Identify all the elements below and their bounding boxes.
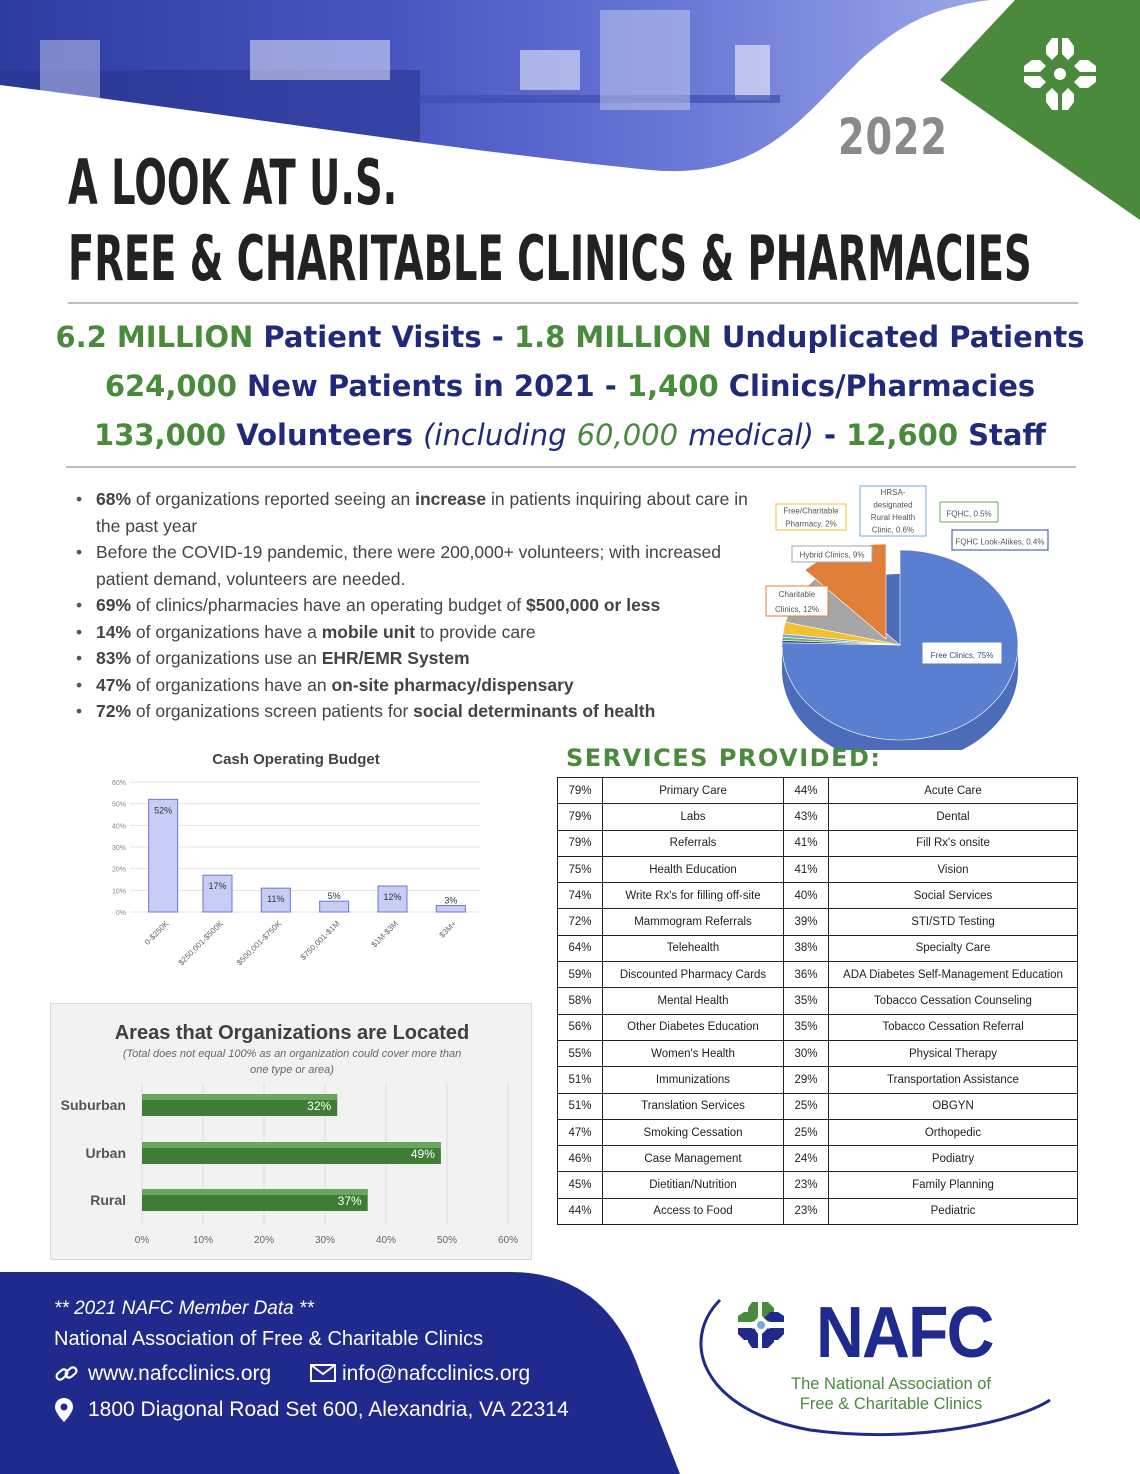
budget-category-label: $3M+ xyxy=(437,919,459,940)
service-row xyxy=(558,962,1078,988)
service-percent: 41% xyxy=(784,830,829,856)
budget-bar-value: 52% xyxy=(154,805,173,816)
services-table xyxy=(557,777,1078,1225)
area-bar-highlight xyxy=(142,1142,441,1148)
stat-clinics-number: 1,400 xyxy=(626,369,719,403)
area-category-label: Rural xyxy=(90,1192,126,1208)
budget-bar-value: 17% xyxy=(208,881,227,892)
service-name: Dental xyxy=(829,804,1078,830)
bar-ytick: 20% xyxy=(111,866,126,874)
key-fact-bold1: 83% xyxy=(96,648,132,668)
envelope-icon xyxy=(310,1364,336,1382)
service-row xyxy=(558,778,1078,804)
service-name: Labs xyxy=(603,804,784,830)
service-percent: 59% xyxy=(558,962,603,988)
nafc-tagline-1: The National Association of xyxy=(791,1375,991,1393)
service-percent: 25% xyxy=(784,1119,829,1145)
service-name: ADA Diabetes Self-Management Education xyxy=(829,962,1078,988)
service-name: Primary Care xyxy=(603,778,784,804)
key-fact-mid: of organizations have an xyxy=(131,674,332,695)
nafc-wordmark: NAFC xyxy=(816,1293,993,1373)
title-line-2: FREE & CHARITABLE CLINICS & PHARMACIES xyxy=(68,222,1032,295)
service-percent: 39% xyxy=(784,909,829,935)
budget-category-label: 0-$250K xyxy=(142,919,171,947)
stat-paren-close: medical) xyxy=(688,418,814,452)
service-row xyxy=(558,830,1078,856)
service-row xyxy=(558,1198,1078,1224)
bar-ytick: 40% xyxy=(111,823,126,831)
key-fact-item xyxy=(74,539,754,592)
bar-ytick: 0% xyxy=(115,910,126,917)
service-name: Mammogram Referrals xyxy=(603,909,784,935)
stat-line-1 xyxy=(0,320,1140,354)
service-row xyxy=(558,1172,1078,1198)
service-row xyxy=(558,1093,1078,1119)
service-name: Podiatry xyxy=(829,1146,1078,1172)
bar-ytick: 30% xyxy=(111,845,126,852)
divider-mid xyxy=(66,466,1076,468)
service-name: Translation Services xyxy=(603,1093,784,1119)
key-fact-bold2: EHR/EMR System xyxy=(321,648,470,668)
stat-volunteers-number: 133,000 xyxy=(94,418,227,452)
service-percent: 64% xyxy=(558,935,603,961)
service-name: Pediatric xyxy=(829,1198,1078,1224)
service-percent: 74% xyxy=(558,883,603,909)
service-name: Referrals xyxy=(603,830,784,856)
areas-xtick: 20% xyxy=(253,1235,275,1246)
service-name: Social Services xyxy=(829,883,1078,909)
key-fact-item xyxy=(74,619,754,646)
stat-paren-open: (including xyxy=(423,418,567,452)
area-bar-value: 49% xyxy=(410,1147,435,1161)
service-percent: 30% xyxy=(784,1040,829,1066)
service-name: Access to Food xyxy=(603,1198,784,1224)
service-name: Transportation Assistance xyxy=(829,1067,1078,1093)
service-percent: 43% xyxy=(784,804,829,830)
area-bar-value: 32% xyxy=(307,1099,332,1113)
key-fact-item xyxy=(74,592,754,619)
service-name: Family Planning xyxy=(829,1172,1078,1198)
stat-separator: - xyxy=(491,320,504,354)
bar-ytick: 50% xyxy=(111,801,126,809)
service-percent: 36% xyxy=(784,962,829,988)
service-name: Vision xyxy=(829,856,1078,882)
pie-label: Free/Charitable Pharmacy, 2% xyxy=(783,506,839,529)
service-name: Mental Health xyxy=(603,988,784,1014)
service-name: Women's Health xyxy=(603,1040,784,1066)
bar-ytick: 60% xyxy=(111,780,126,787)
key-fact-post: to provide care xyxy=(415,621,536,642)
service-name: Tobacco Cessation Referral xyxy=(829,1014,1078,1040)
location-pin-icon xyxy=(54,1397,74,1423)
key-fact-mid: of organizations use an xyxy=(131,648,322,668)
budget-category-label: $250,001-$500K xyxy=(176,919,225,968)
service-name: STI/STD Testing xyxy=(829,909,1078,935)
nafc-star-icon xyxy=(1022,36,1098,112)
budget-bar xyxy=(436,906,465,913)
stat-new-patients-label: New Patients in 2021 xyxy=(247,369,595,403)
services-title: SERVICES PROVIDED: xyxy=(566,744,882,772)
service-row xyxy=(558,1014,1078,1040)
areas-xtick: 50% xyxy=(436,1235,458,1246)
stat-unduplicated-label: Unduplicated Patients xyxy=(721,320,1085,354)
stat-patient-visits-label: Patient Visits xyxy=(263,320,482,354)
service-name: Specialty Care xyxy=(829,935,1078,961)
service-percent: 51% xyxy=(558,1093,603,1119)
key-fact-pre: Before the COVID-19 pandemic, there were 200,000+ volunteers; with increased patient demand, volunteers are needed. xyxy=(96,542,722,589)
service-percent: 58% xyxy=(558,988,603,1014)
key-fact-bold2: social determinants of health xyxy=(413,701,656,721)
service-name: Fill Rx's onsite xyxy=(829,830,1078,856)
stat-line-2 xyxy=(0,369,1140,403)
service-row xyxy=(558,1067,1078,1093)
budget-bar xyxy=(320,901,349,912)
service-percent: 35% xyxy=(784,988,829,1014)
stat-line-3 xyxy=(0,418,1140,452)
service-name: Orthopedic xyxy=(829,1119,1078,1145)
key-fact-bold2: on-site pharmacy/dispensary xyxy=(331,674,574,695)
service-percent: 35% xyxy=(784,1014,829,1040)
service-name: Acute Care xyxy=(829,778,1078,804)
service-percent: 41% xyxy=(784,856,829,882)
service-percent: 46% xyxy=(558,1146,603,1172)
service-name: Telehealth xyxy=(603,935,784,961)
pie-label: FQHC, 0.5% xyxy=(946,509,992,519)
service-percent: 79% xyxy=(558,830,603,856)
service-row xyxy=(558,935,1078,961)
service-percent: 45% xyxy=(558,1172,603,1198)
key-fact-bold2: mobile unit xyxy=(321,621,416,642)
pie-label: Charitable Clinics, 12% xyxy=(774,589,820,614)
budget-bar-value: 11% xyxy=(267,894,285,905)
service-percent: 79% xyxy=(558,778,603,804)
service-name: Case Management xyxy=(603,1146,784,1172)
stat-staff-number: 12,600 xyxy=(846,418,959,452)
pie-label: Hybrid Clinics, 9% xyxy=(799,550,865,560)
key-fact-bold2: increase xyxy=(415,489,487,509)
area-bar-value: 37% xyxy=(337,1194,362,1208)
service-percent: 51% xyxy=(558,1067,603,1093)
footer-website-link[interactable]: www.nafcclinics.org xyxy=(88,1362,272,1385)
service-percent: 47% xyxy=(558,1119,603,1145)
stat-volunteers-label: Volunteers xyxy=(236,418,413,452)
service-name: Discounted Pharmacy Cards xyxy=(603,962,784,988)
key-fact-bold1: 69% xyxy=(96,595,132,615)
clinic-type-pie-chart xyxy=(760,480,1060,750)
service-percent: 40% xyxy=(784,883,829,909)
budget-bar xyxy=(149,799,178,912)
service-row xyxy=(558,1119,1078,1145)
budget-category-label: $750,001-$1M xyxy=(298,919,342,962)
service-percent: 29% xyxy=(784,1067,829,1093)
key-fact-item xyxy=(74,486,754,539)
key-facts-list xyxy=(74,486,754,725)
stat-patient-visits-number: 6.2 MILLION xyxy=(55,320,254,354)
service-row xyxy=(558,909,1078,935)
key-fact-bold1: 72% xyxy=(96,701,132,721)
service-percent: 55% xyxy=(558,1040,603,1066)
service-name: Write Rx's for filling off-site xyxy=(603,883,784,909)
budget-bar-value: 3% xyxy=(444,895,458,906)
stat-clinics-label: Clinics/Pharmacies xyxy=(728,369,1036,403)
service-row xyxy=(558,988,1078,1014)
link-icon xyxy=(54,1362,80,1386)
area-category-label: Urban xyxy=(85,1145,126,1161)
areas-xtick: 0% xyxy=(134,1235,150,1246)
stat-medical-number: 60,000 xyxy=(576,418,679,452)
key-fact-mid: of clinics/pharmacies have an operating budget of xyxy=(131,595,526,615)
service-name: Tobacco Cessation Counseling xyxy=(829,988,1078,1014)
key-fact-item xyxy=(74,698,754,725)
service-percent: 72% xyxy=(558,909,603,935)
service-percent: 24% xyxy=(784,1146,829,1172)
service-percent: 56% xyxy=(558,1014,603,1040)
key-fact-mid: of organizations have a xyxy=(131,621,322,642)
service-percent: 23% xyxy=(784,1198,829,1224)
budget-category-label: $1M-$3M xyxy=(369,919,400,950)
areas-chart-title: Areas that Organizations are Located xyxy=(114,1022,470,1044)
key-fact-mid: of organizations screen patients for xyxy=(131,701,414,721)
key-fact-post: in patients inquiring about care in the past year xyxy=(96,489,748,536)
areas-xtick: 40% xyxy=(375,1235,397,1246)
report-year: 2022 xyxy=(838,108,948,166)
service-row xyxy=(558,1146,1078,1172)
nafc-tagline-2: Free & Charitable Clinics xyxy=(799,1395,983,1413)
service-percent: 38% xyxy=(784,935,829,961)
service-percent: 75% xyxy=(558,856,603,882)
key-fact-mid: of organizations reported seeing an xyxy=(131,489,416,509)
footer-email-link[interactable]: info@nafcclinics.org xyxy=(342,1362,531,1385)
budget-category-label: $500,001-$750K xyxy=(235,919,284,968)
service-percent: 23% xyxy=(784,1172,829,1198)
service-name: Immunizations xyxy=(603,1067,784,1093)
key-fact-item xyxy=(74,672,754,699)
title-line-1: A LOOK AT U.S. xyxy=(68,146,398,219)
stat-separator: - xyxy=(604,369,617,403)
key-fact-bold1: 68% xyxy=(96,489,132,509)
service-percent: 25% xyxy=(784,1093,829,1119)
service-percent: 44% xyxy=(558,1198,603,1224)
key-fact-bold1: 14% xyxy=(96,621,132,642)
service-row xyxy=(558,856,1078,882)
service-name: Health Education xyxy=(603,856,784,882)
area-category-label: Suburban xyxy=(60,1097,126,1113)
footer-org-name: National Association of Free & Charitable Clinics xyxy=(54,1328,484,1350)
budget-bar-value: 12% xyxy=(383,892,402,902)
service-name: Other Diabetes Education xyxy=(603,1014,784,1040)
budget-bar-value: 5% xyxy=(327,891,341,902)
footer-data-note: ** 2021 NAFC Member Data ** xyxy=(54,1298,314,1319)
service-name: Smoking Cessation xyxy=(603,1119,784,1145)
areas-chart-subtitle: (Total does not equal 100% as an organization could cover more than one type or area) xyxy=(122,1048,462,1076)
service-percent: 44% xyxy=(784,778,829,804)
pie-label: HRSA-designated Rural Health Clinic, 0.6% xyxy=(870,488,916,535)
stat-separator: - xyxy=(823,418,837,452)
key-fact-bold1: 47% xyxy=(96,674,132,695)
areas-xtick: 30% xyxy=(314,1235,336,1246)
stat-staff-label: Staff xyxy=(968,418,1046,452)
service-name: OBGYN xyxy=(829,1093,1078,1119)
key-fact-bold2: $500,000 or less xyxy=(526,595,661,615)
service-row xyxy=(558,883,1078,909)
stat-new-patients-number: 624,000 xyxy=(104,369,237,403)
service-percent: 79% xyxy=(558,804,603,830)
divider-top xyxy=(68,302,1078,304)
pie-label: Free Clinics, 75% xyxy=(930,650,994,660)
service-row xyxy=(558,804,1078,830)
area-bar-highlight xyxy=(142,1189,368,1195)
stat-unduplicated-number: 1.8 MILLION xyxy=(513,320,712,354)
service-name: Physical Therapy xyxy=(829,1040,1078,1066)
key-fact-item xyxy=(74,645,754,672)
service-row xyxy=(558,1040,1078,1066)
bar-chart-title: Cash Operating Budget xyxy=(212,751,380,768)
areas-located-chart xyxy=(50,1003,530,1258)
bar-ytick: 10% xyxy=(111,888,126,896)
pie-label: FQHC Look-Alikes, 0.4% xyxy=(955,537,1045,547)
service-name: Dietitian/Nutrition xyxy=(603,1172,784,1198)
areas-xtick: 60% xyxy=(497,1235,519,1246)
nafc-logo-star-icon xyxy=(738,1302,784,1348)
areas-xtick: 10% xyxy=(192,1235,214,1246)
footer-address: 1800 Diagonal Road Set 600, Alexandria, VA 22314 xyxy=(88,1398,569,1421)
cash-operating-budget-chart xyxy=(100,742,500,982)
